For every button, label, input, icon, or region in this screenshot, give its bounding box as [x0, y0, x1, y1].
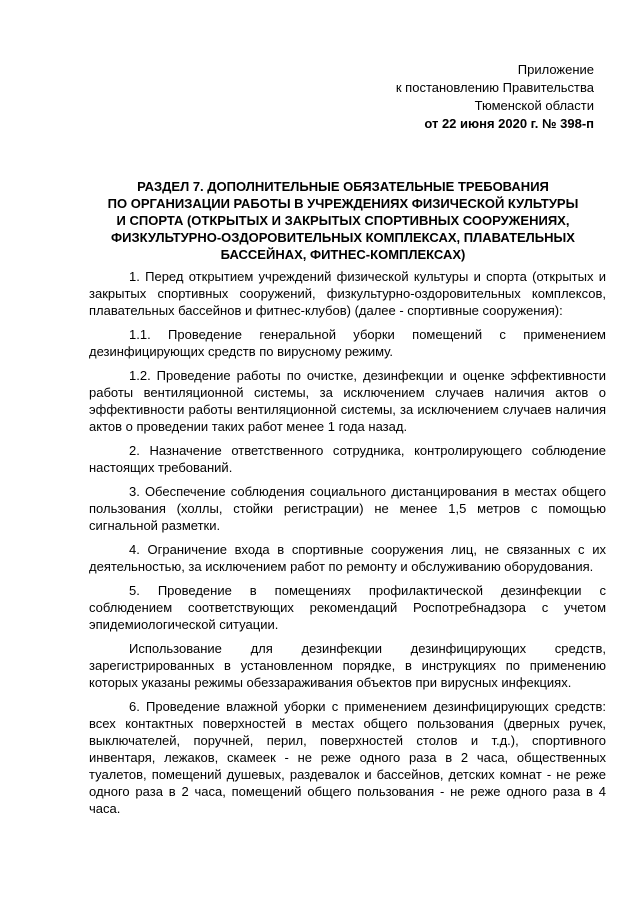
paragraph-6: 6. Проведение влажной уборки с применением дезинфицирующих средств: всех контактных поверхностей в местах общего пользования (дверных ручек, выключателей, поручней, перил, поверхностей столов и т.д.), спортивного инвентаря, лежаков, скамеек - не реже одного раза в 2 часа, общественных туалетов, помещений душевых, раздевалок и бассейнов, детских комнат - не реже одного раза в 2 часа, помещений общего пользования - не реже одного раза в 4 часа. — [89, 699, 606, 816]
paragraph-5: 5. Проведение в помещениях профилактической дезинфекции с соблюдением соответствующих рекомендаций Роспотребнадзора с учетом эпидемиологической ситуации. — [89, 583, 606, 632]
region-name: Тюменской области — [474, 98, 594, 113]
resolution-date-number: от 22 июня 2020 г. № 398-п — [424, 116, 594, 131]
appendix-header — [344, 61, 594, 133]
section-title-line-3: И СПОРТА (ОТКРЫТЫХ И ЗАКРЫТЫХ СПОРТИВНЫХ СООРУЖЕНИЯХ, — [116, 213, 570, 228]
section-title-line-5: БАССЕЙНАХ, ФИТНЕС-КОМПЛЕКСАХ) — [220, 247, 466, 262]
paragraph-1-1: 1.1. Проведение генеральной уборки помещений с применением дезинфицирующих средств по вирусному режиму. — [89, 327, 606, 359]
paragraph-4: 4. Ограничение входа в спортивные сооружения лиц, не связанных с их деятельностью, за исключением работ по ремонту и обслуживанию оборудования. — [89, 542, 606, 574]
paragraph-1: 1. Перед открытием учреждений физической культуры и спорта (открытых и закрытых спортивных сооружений, физкультурно-оздоровительных комплексов, плавательных бассейнов и фитнес-клубов) (далее - спортивные сооружения): — [89, 269, 606, 318]
section-title-line-4: ФИЗКУЛЬТУРНО-ОЗДОРОВИТЕЛЬНЫХ КОМПЛЕКСАХ, ПЛАВАТЕЛЬНЫХ — [111, 230, 575, 245]
section-title — [78, 178, 608, 263]
section-title-line-1: РАЗДЕЛ 7. ДОПОЛНИТЕЛЬНЫЕ ОБЯЗАТЕЛЬНЫЕ ТРЕБОВАНИЯ — [137, 179, 549, 194]
document-body — [89, 268, 606, 824]
section-title-line-2: ПО ОРГАНИЗАЦИИ РАБОТЫ В УЧРЕЖДЕНИЯХ ФИЗИЧЕСКОЙ КУЛЬТУРЫ — [107, 196, 579, 211]
paragraph-5-disinfectants: Использование для дезинфекции дезинфицирующих средств, зарегистрированных в установленном порядке, в инструкциях по применению которых указаны режимы обеззараживания объектов при вирусных инфекциях. — [89, 641, 606, 690]
paragraph-2: 2. Назначение ответственного сотрудника, контролирующего соблюдение настоящих требований. — [89, 443, 606, 475]
resolution-reference: к постановлению Правительства — [395, 80, 594, 95]
paragraph-1-2: 1.2. Проведение работы по очистке, дезинфекции и оценке эффективности работы вентиляционной системы, за исключением случаев наличия актов о эффективности работы вентиляционной системы, за исключением случаев наличия актов о проведении таких работ менее 1 года назад. — [89, 368, 606, 434]
appendix-label: Приложение — [517, 62, 594, 77]
paragraph-3: 3. Обеспечение соблюдения социального дистанцирования в местах общего пользования (холлы, стойки регистрации) не менее 1,5 метров с помощью сигнальной разметки. — [89, 484, 606, 533]
